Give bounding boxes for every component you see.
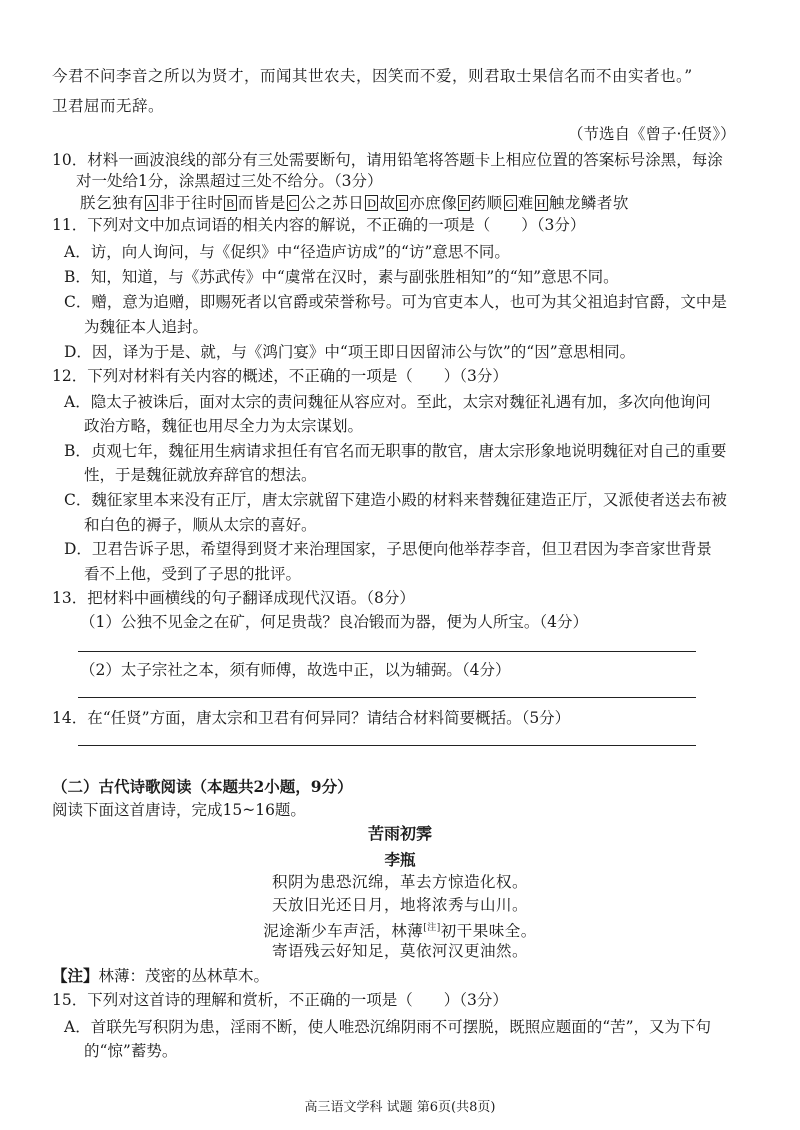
q10-segment-g: 难 — [517, 194, 534, 212]
passage-line-1: 今君不问李音之所以为贤才，而闻其世农夫，因笑而不爱，则君取士果信名而不由实者也。” — [52, 67, 693, 85]
q11-option-d: D．因，译为于是、就，与《鸿门宴》中“项王即日因留沛公与饮”的“因”意思相同。 — [64, 343, 636, 361]
q12-option-a-line-1: A．隐太子被诛后，面对太宗的责问魏征从容应对。至此，太宗对魏征礼遇有加，多次向他询问 — [64, 393, 711, 411]
q10-segment-d: 故 — [379, 194, 396, 212]
q12-option-c-line-1: C．魏征家里本来没有正厅，唐太宗就留下建造小殿的材料来替魏征建造正厅，又派使者送去布被 — [64, 491, 727, 509]
poem-note — [52, 966, 269, 986]
q10-marker-e[interactable]: E — [398, 196, 407, 210]
q10-breakpoint-line — [80, 193, 629, 213]
q13-stem: 13．把材料中画横线的句子翻译成现代汉语。（8分） — [52, 589, 415, 607]
q11-stem: 11．下列对文中加点词语的相关内容的解说，不正确的一项是（ ）（3分） — [52, 216, 586, 234]
q10-marker-b[interactable]: B — [226, 196, 235, 210]
note-text: 林薄：茂密的丛林草木。 — [98, 967, 270, 985]
q10-segment-c: 公之苏日 — [300, 194, 365, 212]
q13-answer-line-1[interactable] — [78, 651, 696, 652]
q12-option-c-line-2: 和白色的褥子，顺从太宗的喜好。 — [84, 516, 317, 534]
poem-line-4: 寄语残云好知足，莫依河汉更油然。 — [271, 942, 528, 960]
poem-footnote-marker: [注] — [423, 923, 441, 933]
q11-option-c-line-1: C．赠，意为追赠，即赐死者以官爵或荣誉称号。可为官吏本人，也可为其父祖追封官爵，文中是 — [64, 293, 727, 311]
q13-answer-line-2[interactable] — [78, 697, 696, 698]
poem-line-2: 天放旧光还日月，地将浓秀与山川。 — [271, 896, 528, 914]
q10-marker-g[interactable]: G — [505, 196, 515, 210]
q10-stem-line-1: 10．材料一画波浪线的部分有三处需要断句，请用铅笔将答题卡上相应位置的答案标号涂黑，每涂 — [52, 151, 723, 169]
q10-segment-a: 非于往时 — [159, 194, 224, 212]
q10-marker-f[interactable]: F — [460, 196, 468, 210]
poem-line-3 — [0, 918, 800, 941]
q10-segment-e: 亦庶像 — [409, 194, 458, 212]
q12-option-d-line-2: 看不上他，受到了子思的批评。 — [84, 565, 302, 583]
q12-stem: 12．下列对材料有关内容的概述，不正确的一项是（ ）（3分） — [52, 367, 508, 385]
q10-marker-d[interactable]: D — [367, 196, 377, 210]
q10-segment-start: 朕乞独有 — [80, 194, 145, 212]
q10-segment-f: 药顺 — [470, 194, 503, 212]
q14-answer-line[interactable] — [78, 745, 696, 746]
q12-option-d-line-1: D．卫君告诉子思，希望得到贤才来治理国家，子思便向他举荐李音，但卫君因为李音家世背景 — [64, 540, 712, 558]
section-2-heading: （二）古代诗歌阅读（本题共2小题，9分） — [52, 777, 353, 796]
q10-marker-a[interactable]: A — [147, 196, 157, 210]
note-label: 【注】 — [52, 966, 99, 985]
q11-option-b: B．知，知道，与《苏武传》中“虞常在汉时，素与副张胜相知”的“知”意思不同。 — [64, 268, 619, 286]
q10-segment-b: 而皆是 — [237, 194, 286, 212]
q10-segment-h: 触龙鳞者欤 — [548, 194, 629, 212]
q15-option-a-line-2: 的“惊”蓄势。 — [84, 1042, 178, 1060]
q15-option-a-line-1: A．首联先写积阴为患，淫雨不断，使人唯恐沉绵阴雨不可摆脱，既照应题面的“苦”，又为下句 — [64, 1018, 712, 1036]
passage-line-2: 卫君屈而无辞。 — [52, 97, 165, 115]
q11-option-c-line-2: 为魏征本人追封。 — [84, 318, 209, 336]
passage-source: （节选自《曾子·任贤》） — [568, 125, 736, 143]
section-2-intro: 阅读下面这首唐诗，完成15~16题。 — [52, 801, 306, 819]
q10-marker-h[interactable]: H — [536, 196, 546, 210]
poem-line-3-part-2: 初干果味全。 — [440, 922, 537, 941]
q14-stem: 14．在“任贤”方面，唐太宗和卫君有何异同？请结合材料简要概括。（5分） — [52, 709, 571, 727]
q11-option-a: A．访，向人询问，与《促织》中“径造庐访成”的“访”意思不同。 — [64, 243, 510, 261]
q15-stem: 15．下列对这首诗的理解和赏析，不正确的一项是（ ）（3分） — [52, 991, 508, 1009]
poem-author: 李瓶 — [384, 850, 416, 869]
q12-option-b-line-1: B．贞观七年，魏征用生病请求担任有官名而无职事的散官，唐太宗形象地说明魏征对自己的重要 — [64, 442, 727, 460]
poem-line-3-part-1: 泥途渐少车声活，林薄 — [263, 922, 424, 941]
poem-title: 苦雨初霁 — [367, 824, 432, 843]
q13-sentence-2: （2）太子宗社之本，须有师傅，故选中正，以为辅弼。（4分） — [80, 661, 511, 679]
q12-option-b-line-2: 性，于是魏征就放弃辞官的想法。 — [84, 466, 317, 484]
q12-option-a-line-2: 政治方略，魏征也用尽全力为太宗谋划。 — [84, 417, 364, 435]
q10-marker-c[interactable]: C — [288, 196, 298, 210]
q13-sentence-1: （1）公独不见金之在矿，何足贵哉？良冶锻而为器，便为人所宝。（4分） — [80, 613, 588, 631]
q10-stem-line-2: 对一处给1分，涂黑超过三处不给分。（3分） — [76, 172, 383, 190]
poem-line-1: 积阴为患恐沉绵，革去方惊造化权。 — [271, 873, 528, 891]
page-footer: 高三语文学科 试题 第6页(共8页) — [304, 1100, 496, 1115]
